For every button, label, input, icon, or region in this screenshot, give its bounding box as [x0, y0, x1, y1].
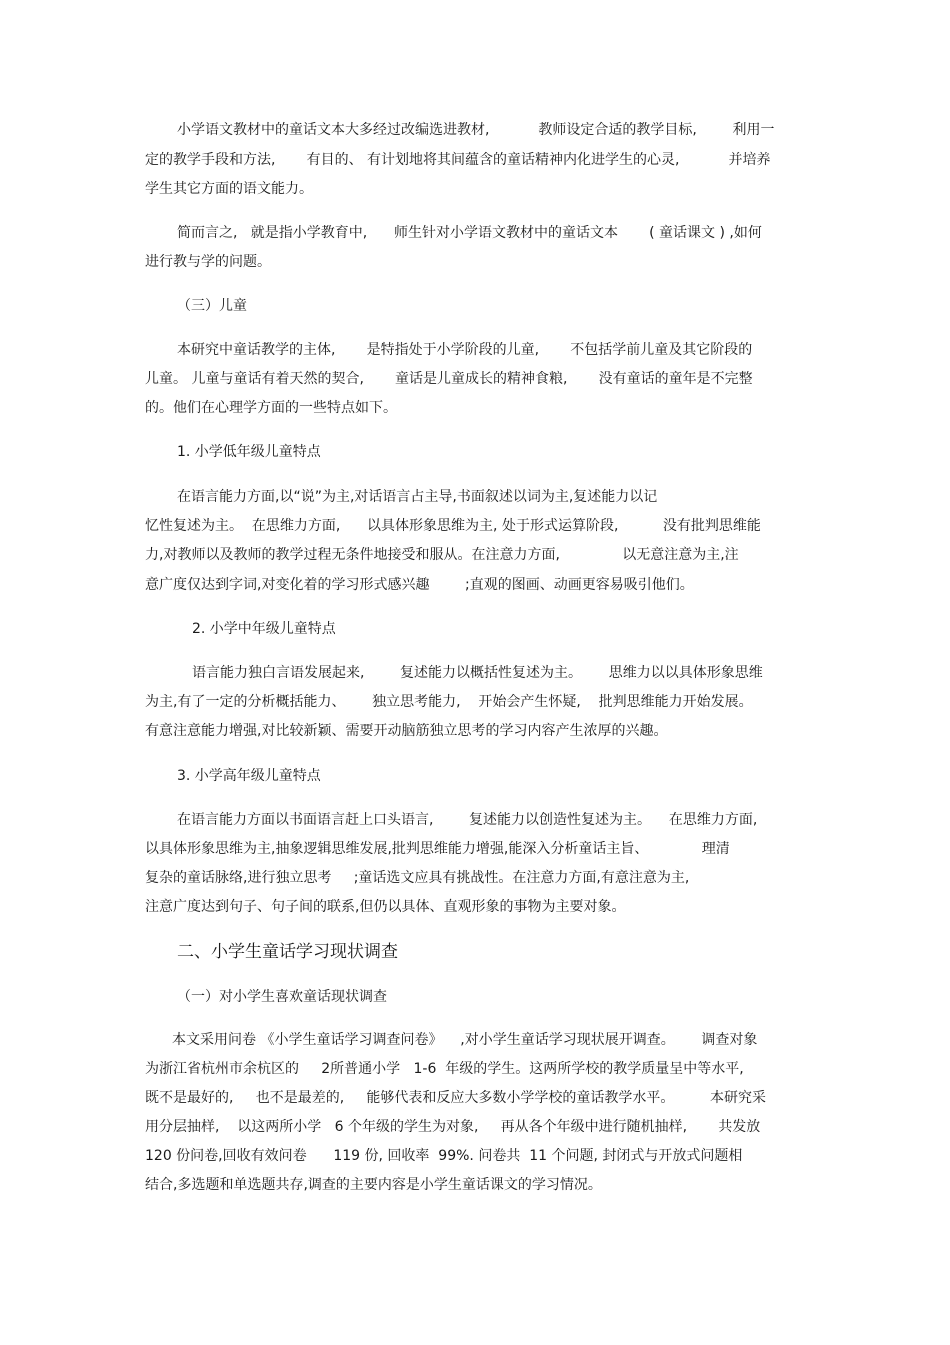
- text-line: 既不是最好的, 也不是最差的, 能够代表和反应大多数小学学校的童话教学水平。 本研究采: [145, 1090, 767, 1106]
- text-line: 结合,多选题和单选题共存,调查的主要内容是小学生童话课文的学习情况。: [145, 1177, 602, 1193]
- text-line: 有意注意能力增强,对比较新颖、需要开动脑筋独立思考的学习内容产生浓厚的兴趣。: [145, 723, 668, 739]
- text-line: 意广度仅达到字词,对变化着的学习形式感兴趣 ;直观的图画、动画更容易吸引他们。: [145, 577, 694, 593]
- text-line: 本研究中童话教学的主体, 是特指处于小学阶段的儿童, 不包括学前儿童及其它阶段的: [177, 342, 753, 358]
- text-line: 为主,有了一定的分析概括能力、 独立思考能力, 开始会产生怀疑, 批判思维能力开始发展。: [145, 694, 753, 710]
- text-line: 语言能力独白言语发展起来, 复述能力以概括性复述为主。 思维力以以具体形象思维: [192, 665, 763, 681]
- subheading: （一）对小学生喜欢童话现状调查: [177, 989, 387, 1005]
- subheading: （三）儿童: [177, 298, 247, 314]
- text-line: 的。他们在心理学方面的一些特点如下。: [145, 400, 397, 416]
- text-line: 定的教学手段和方法, 有目的、 有计划地将其间蕴含的童话精神内化进学生的心灵, 并培养: [145, 152, 771, 168]
- section-title: 二、小学生童话学习现状调查: [177, 942, 398, 962]
- text-line: 在语言能力方面以书面语言赶上口头语言, 复述能力以创造性复述为主。 在思维力方面,: [177, 812, 758, 828]
- text-line: 儿童。 儿童与童话有着天然的契合, 童话是儿童成长的精神食粮, 没有童话的童年是不完整: [145, 371, 753, 387]
- text-line: 简而言之, 就是指小学教育中, 师生针对小学语文教材中的童话文本 ( 童话课文 ) ,如何: [177, 225, 762, 241]
- text-line: 学生其它方面的语文能力。: [145, 181, 313, 197]
- text-line: 用分层抽样, 以这两所小学 6 个年级的学生为对象, 再从各个年级中进行随机抽样, 共发放: [145, 1119, 761, 1135]
- text-line: 力,对教师以及教师的教学过程无条件地接受和服从。在注意力方面, 以无意注意为主,注: [145, 547, 739, 563]
- text-line: 120 份问卷,回收有效问卷 119 份, 回收率 99%. 问卷共 11 个问题, 封闭式与开放式问题相: [145, 1148, 743, 1164]
- text-line: 注意广度达到句子、句子间的联系,但仍以具体、直观形象的事物为主要对象。: [145, 899, 626, 915]
- subheading: 1. 小学低年级儿童特点: [177, 444, 321, 460]
- text-line: 进行教与学的问题。: [145, 254, 271, 270]
- text-line: 复杂的童话脉络,进行独立思考 ;童话选文应具有挑战性。在注意力方面,有意注意为主,: [145, 870, 690, 886]
- subheading: 2. 小学中年级儿童特点: [192, 621, 336, 637]
- text-line: 忆性复述为主。 在思维力方面, 以具体形象思维为主, 处于形式运算阶段, 没有批判思维能: [145, 518, 761, 534]
- text-line: 在语言能力方面,以“说”为主,对话语言占主导,书面叙述以词为主,复述能力以记: [177, 489, 658, 505]
- text-line: 小学语文教材中的童话文本大多经过改编选进教材, 教师设定合适的教学目标, 利用一: [177, 122, 775, 138]
- text-line: 本文采用问卷 《小学生童话学习调查问卷》 ,对小学生童话学习现状展开调查。 调查对象: [172, 1032, 758, 1048]
- text-line: 为浙江省杭州市余杭区的 2所普通小学 1-6 年级的学生。这两所学校的教学质量呈中等水平,: [145, 1061, 744, 1077]
- text-line: 以具体形象思维为主,抽象逻辑思维发展,批判思维能力增强,能深入分析童话主旨、 理清: [145, 841, 730, 857]
- subheading: 3. 小学高年级儿童特点: [177, 768, 321, 784]
